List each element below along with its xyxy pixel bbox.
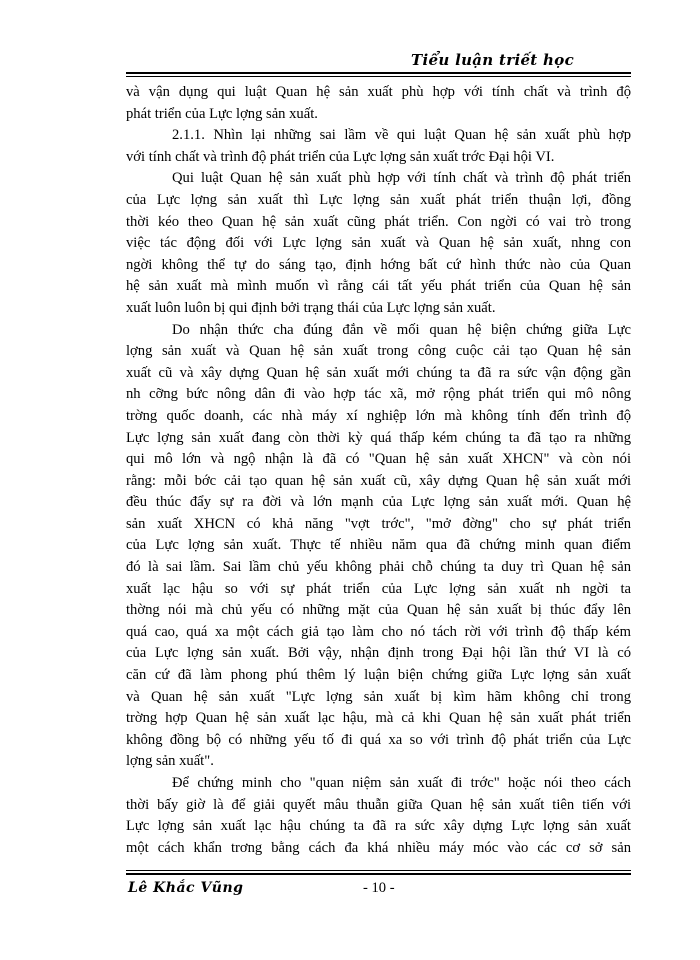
header-rule-thin <box>126 76 631 77</box>
footer-rule-thick <box>126 873 631 875</box>
text-line: không đồng bộ có những yếu tố đi quá xa so với trình độ phát triển của Lực <box>126 731 631 748</box>
text-line: của Lực lợng sản xuất thì Lực lợng sản xuất phát triển thuận lợi, đồng <box>126 191 631 208</box>
section-heading: 2.1.1. Nhìn lại những sai lầm về qui luật Quan hệ sản xuất phù hợp <box>172 127 631 144</box>
text-line: phát triển của Lực lợng sản xuất. <box>126 105 318 122</box>
header-rule-thick <box>126 72 631 74</box>
header-title: Tiểu luận triết học <box>411 51 574 69</box>
text-line: và vận dụng qui luật Quan hệ sản xuất phù hợp với tính chất và trình độ <box>126 84 631 100</box>
page-number: - 10 - <box>363 880 395 896</box>
body-text <box>126 82 631 859</box>
text-line: và Quan hệ sản xuất "Lực lợng sản xuất bị kìm hãm không chỉ trong <box>126 688 631 705</box>
text-line: lợng sản xuất". <box>126 753 214 770</box>
text-line: của Lực lợng sản xuất. Bởi vậy, nhận định trong Đại hội lần thứ VI là có <box>126 645 631 662</box>
text-line: trờng hợp Quan hệ sản xuất lạc hậu, mà cả khi Quan hệ sản xuất phát triển <box>126 710 631 727</box>
text-line: lợng sản xuất và Quan hệ sản xuất trong công cuộc cải tạo Quan hệ sản <box>126 343 631 360</box>
text-line: đó là sai lầm. Sai lầm chủ yếu không phải chỗ chúng ta duy trì Quan hệ sản <box>126 559 631 576</box>
text-line: Lực lợng sản xuất lạc hậu chúng ta đã ra sức xây dựng Lực lợng sản xuất <box>126 818 631 835</box>
text-line: thời bấy giờ là để giải quyết mâu thuẫn giữa Quan hệ sản xuất tiên tiến với <box>126 796 631 813</box>
text-line: rằng: mỗi bớc cải tạo quan hệ sản xuất cũ, xây dựng Quan hệ sản xuất mới <box>126 472 631 489</box>
footer-rule-thin <box>126 870 631 871</box>
text-line: quá cao, quá xa một cách giả tạo làm cho nó tách rời với trình độ thấp kém <box>126 623 631 640</box>
text-line: Do nhận thức cha đúng đắn về mối quan hệ biện chứng giữa Lực <box>172 321 631 338</box>
footer-author: Lê Khắc Vũng <box>128 880 244 896</box>
text-line: xuất cũ và xây dựng Quan hệ sản xuất mới chúng ta đã ra sức vận động gần <box>126 364 631 381</box>
text-line: sản xuất XHCN có khả năng "vợt trớc", "mở đờng" cho sự phát triển <box>126 515 631 532</box>
text-line: thời kéo theo Quan hệ sản xuất cũng phát triển. Con ngời có vai trò trong <box>126 213 631 230</box>
text-line: xuất lạc hậu so với sự phát triển của Lực lợng sản xuất nh ngời ta <box>126 580 631 597</box>
text-line: nh cỡng bức nông dân đi vào hợp tác xã, mở rộng phát triển qui mô nông <box>126 386 631 403</box>
text-line: qui mô lớn và ngộ nhận là đã có "Quan hệ sản xuất XHCN" và còn nói <box>126 451 631 468</box>
text-line: Để chứng minh cho "quan niệm sản xuất đi trớc" hoặc nói theo cách <box>172 775 631 791</box>
text-line: đều thúc đẩy sự ra đời và lớn mạnh của Lực lợng sản xuất mới. Quan hệ <box>126 494 631 511</box>
text-line: hệ sản xuất mà mình muốn vì rằng cái tất yếu phát triển của Quan hệ sản <box>126 278 631 295</box>
text-line: việc tác động đối với Lực lợng sản xuất và Quan hệ sản xuất, nhng con <box>126 235 631 252</box>
text-line: Qui luật Quan hệ sản xuất phù hợp với tính chất và trình độ phát triển <box>172 170 631 187</box>
text-line: một cách khẩn trơng bằng cách đa khá nhiều máy móc vào các cơ sở sản <box>126 839 631 856</box>
text-line: thờng nói mà chủ yếu có những mặt của Quan hệ sản xuất bị thúc đẩy lên <box>126 602 631 619</box>
text-line: xuất luôn luôn bị qui định bởi trạng thái của Lực lợng sản xuất. <box>126 299 496 316</box>
text-line: ngời không thể tự do sáng tạo, định hớng bất cứ hình thức nào của Quan <box>126 256 631 273</box>
text-line: Lực lợng sản xuất đang còn thời kỳ quá thấp kém chúng ta đã tạo ra những <box>126 429 631 446</box>
text-line: của Lực lợng sản xuất. Thực tế nhiều năm qua đã chứng minh quan điểm <box>126 537 631 554</box>
section-heading-cont: với tính chất và trình độ phát triển của Lực lợng sản xuất trớc Đại hội VI. <box>126 148 555 165</box>
text-line: căn cứ đã làm phong phú thêm lý luận biện chứng giữa Lực lợng sản xuất <box>126 667 631 684</box>
text-line: trờng quốc doanh, các nhà máy xí nghiệp lớn mà không tính đến trình độ <box>126 407 631 424</box>
